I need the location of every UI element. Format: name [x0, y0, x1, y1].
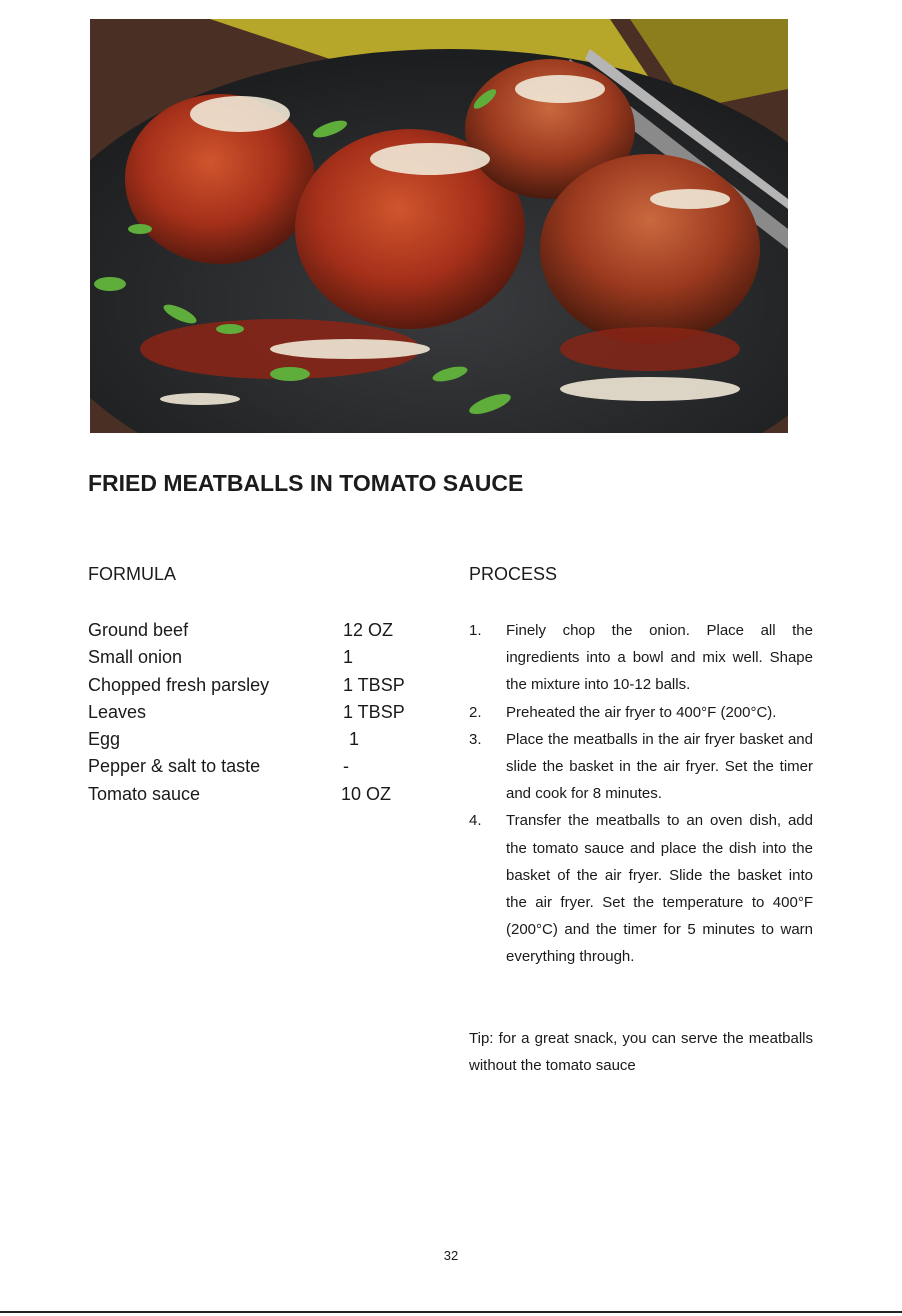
- page-bottom-rule: [0, 1311, 902, 1313]
- formula-heading: FORMULA: [88, 564, 177, 584]
- step-text: Transfer the meatballs to an oven dish, add the tomato sauce and place the dish into the basket of the air fryer. Slide the basket into the air fryer. Set the temperature to 400°F (200°C) and the timer for 5 minutes to warn everything through.: [506, 812, 813, 966]
- ingredient-quantity: 1 TBSP: [343, 701, 405, 722]
- process-step: [469, 726, 813, 808]
- ingredient-name: Pepper & salt to taste: [88, 756, 261, 777]
- process-step: [469, 617, 813, 699]
- recipe-tip: Tip: for a great snack, you can serve the meatballs without the tomato sauce: [469, 1030, 813, 1075]
- recipe-title: FRIED MEATBALLS IN TOMATO SAUCE: [88, 470, 524, 496]
- ingredient-row: [88, 726, 418, 753]
- ingredient-row: [88, 781, 418, 808]
- ingredient-row: [88, 753, 418, 780]
- ingredient-name: Small onion: [88, 647, 183, 668]
- process-heading: PROCESS: [469, 564, 558, 584]
- step-text: Preheated the air fryer to 400°F (200°C).: [506, 703, 777, 721]
- process-step: [469, 807, 813, 970]
- step-number: 4.: [469, 812, 482, 830]
- recipe-photo: [90, 19, 788, 433]
- ingredient-row: [88, 699, 418, 726]
- page-number: 32: [443, 1248, 459, 1263]
- step-number: 3.: [469, 730, 482, 748]
- ingredient-row: [88, 617, 418, 644]
- ingredient-name: Chopped fresh parsley: [88, 674, 270, 695]
- process-steps: [469, 617, 813, 971]
- ingredient-quantity: 10 OZ: [341, 783, 392, 804]
- ingredient-quantity: 1 TBSP: [343, 674, 405, 695]
- ingredient-row: [88, 644, 418, 671]
- ingredient-quantity: 12 OZ: [343, 620, 394, 640]
- ingredient-name: Leaves: [88, 701, 147, 722]
- process-step: [469, 699, 813, 726]
- ingredient-quantity: 1: [349, 729, 360, 750]
- step-number: 1.: [469, 622, 482, 639]
- ingredient-quantity: -: [343, 756, 349, 777]
- ingredient-row: [88, 672, 418, 699]
- ingredient-quantity: 1: [343, 647, 354, 668]
- step-text: Finely chop the onion. Place all the ingredients into a bowl and mix well. Shape the mixture into 10-12 balls.: [506, 622, 813, 694]
- ingredient-name: Ground beef: [88, 620, 189, 640]
- ingredient-list: [88, 617, 418, 808]
- step-number: 2.: [469, 703, 482, 721]
- ingredient-name: Tomato sauce: [88, 783, 201, 804]
- ingredient-name: Egg: [88, 729, 121, 750]
- step-text: Place the meatballs in the air fryer basket and slide the basket in the air fryer. Set the timer and cook for 8 minutes.: [506, 730, 813, 803]
- meatballs-illustration: [90, 19, 788, 433]
